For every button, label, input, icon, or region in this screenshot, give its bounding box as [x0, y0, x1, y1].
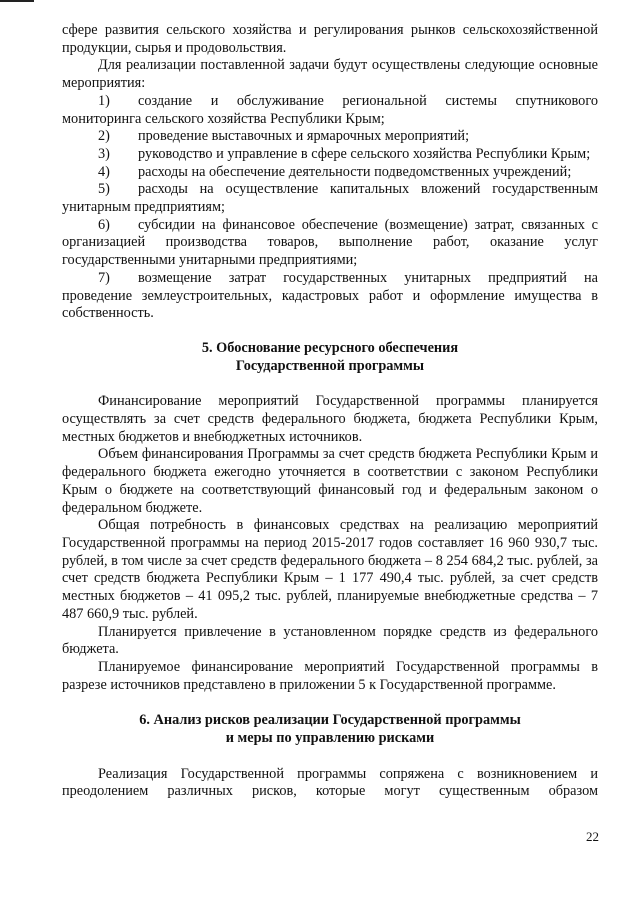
list-item: [62, 164, 598, 182]
section-6-paragraph: Реализация Государственной программы сопряжена с возникновением и преодолением различных рисков, которые могут существенным образом: [62, 765, 598, 800]
section-6-title-line1: 6. Анализ рисков реализации Государственной программы: [139, 712, 521, 729]
list-item-text: расходы на осуществление капитальных вложений государственным унитарным предприятиям;: [62, 181, 598, 216]
section-5-heading: [62, 340, 598, 375]
list-item-text: расходы на обеспечение деятельности подведомственных учреждений;: [138, 163, 572, 180]
document-page: [62, 22, 598, 801]
section-5-title-line2: Государственной программы: [235, 357, 425, 374]
section-5-paragraph: Планируется привлечение в установленном порядке средств из федерального бюджета.: [62, 623, 598, 658]
list-item: [62, 128, 598, 146]
list-item: [62, 146, 598, 164]
list-item-number: 4): [98, 163, 110, 180]
list-item-number: 3): [98, 145, 110, 162]
continuation-paragraph: сфере развития сельского хозяйства и регулирования рынков сельскохозяйственной продукции, сырья и продовольствия.: [62, 22, 598, 56]
measures-intro: Для реализации поставленной задачи будут осуществлены следующие основные мероприятия:: [62, 57, 598, 92]
section-5-paragraph: Объем финансирования Программы за счет средств бюджета Республики Крым и федерального бюджета ежегодно уточняется в соответствии с законом Республики Крым о бюджете на соответствующий финансовый год и федеральным законом о федеральном бюджете.: [62, 446, 598, 516]
list-item-text: создание и обслуживание региональной системы спутникового мониторинга сельского хозяйства Республики Крым;: [62, 92, 598, 127]
list-item-text: субсидии на финансовое обеспечение (возмещение) затрат, связанных с организацией производства товаров, выполнение работ, оказание услуг государственными унитарными предприятиями;: [62, 216, 598, 269]
list-item-text: руководство и управление в сфере сельского хозяйства Республики Крым;: [138, 145, 591, 162]
list-item-number: 7): [98, 269, 110, 286]
section-5-paragraph: Планируемое финансирование мероприятий Государственной программы в разрезе источников представлено в приложении 5 к Государственной программе.: [62, 658, 598, 693]
section-6-heading: [62, 712, 598, 747]
list-item: [62, 270, 598, 323]
list-item-number: 1): [98, 92, 110, 109]
section-6-title-line2: и меры по управлению рисками: [225, 730, 435, 747]
list-item-text: проведение выставочных и ярмарочных мероприятий;: [138, 128, 470, 145]
page-number: 22: [586, 829, 599, 844]
list-item: [62, 181, 598, 216]
measures-list: [62, 93, 598, 323]
section-5-paragraph: Общая потребность в финансовых средствах на реализацию мероприятий Государственной программы на период 2015-2017 годов составляет 16 960 930,7 тыс. рублей, в том числе за счет средств федерального бюджета – 8 254 684,2 тыс. рублей, за счет средств бюджета Республики Крым – 1 177 490,4 тыс. рублей, за счет средств местных бюджетов – 41 095,2 тыс. рублей, планируемые внебюджетные средства – 7 487 660,9 тыс. рублей.: [62, 517, 598, 622]
section-5-title-line1: 5. Обоснование ресурсного обеспечения: [201, 339, 459, 356]
list-item: [62, 217, 598, 270]
list-item-number: 5): [98, 181, 110, 198]
scan-corner-mark: [0, 0, 34, 2]
list-item: [62, 93, 598, 128]
section-5-paragraph: Финансирование мероприятий Государственной программы планируется осуществлять за счет средств федерального бюджета, бюджета Республики Крым, местных бюджетов и внебюджетных источников.: [62, 393, 598, 445]
list-item-number: 2): [98, 128, 110, 145]
list-item-text: возмещение затрат государственных унитарных предприятий на проведение землеустроительных, кадастровых работ и оформление имущества в собственность.: [62, 269, 598, 322]
list-item-number: 6): [98, 216, 110, 233]
